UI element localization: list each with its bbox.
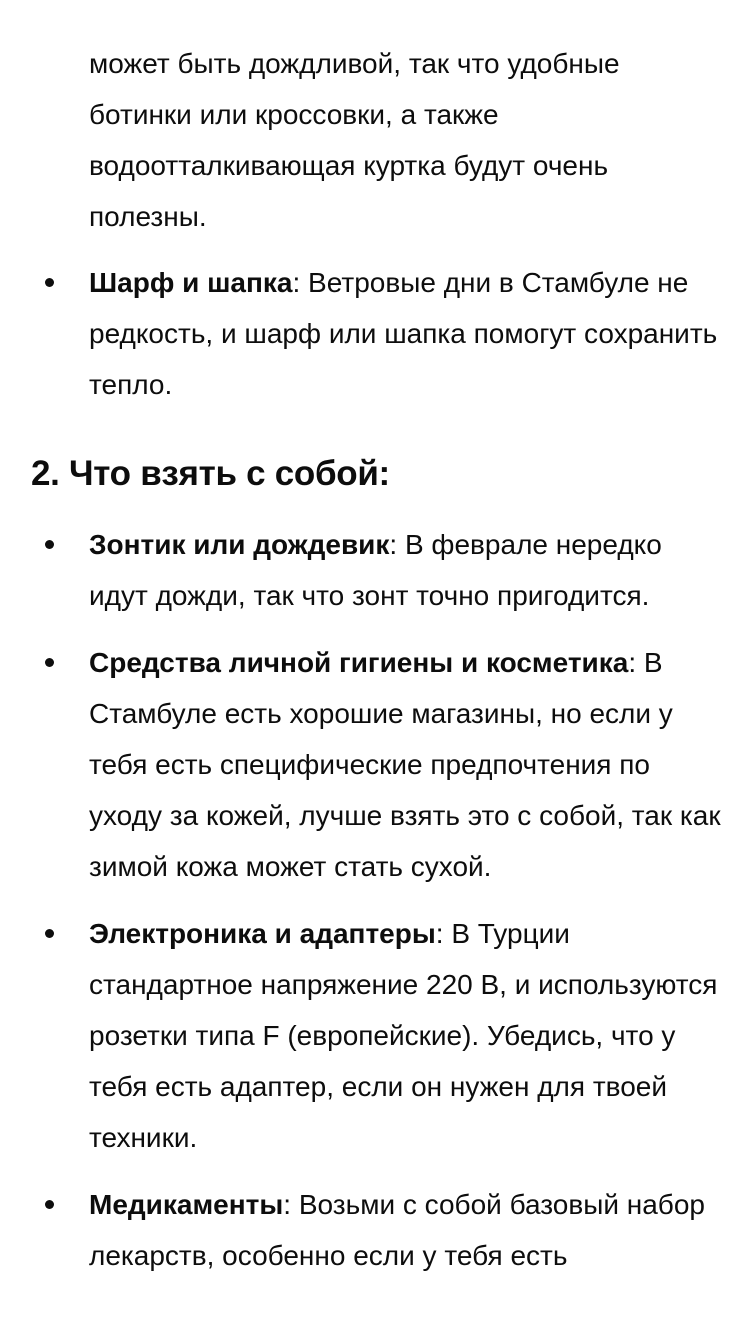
list-item	[0, 637, 740, 892]
item-text: : В феврале нередко идут дожди, так что зонт точно пригодится.	[89, 529, 662, 611]
list-item	[0, 257, 740, 410]
item-text: : Возьми с собой базовый набор лекарств, особенно если у тебя есть	[89, 1189, 705, 1271]
item-text: : Ветровые дни в Стамбуле не редкость, и шарф или шапка помогут сохранить тепло.	[89, 267, 718, 400]
item-text: : В Турции стандартное напряжение 220 В, и используются розетки типа F (европейские). Убедись, что у тебя есть адаптер, если он нужен для твоей техники.	[89, 918, 718, 1153]
list-item-continuation	[89, 38, 719, 242]
list-item	[0, 908, 740, 1163]
item-text: : В Стамбуле есть хорошие магазины, но если у тебя есть специфические предпочтения по уходу за кожей, лучше взять это с собой, так как зимой кожа может стать сухой.	[89, 647, 721, 882]
bullet-icon	[45, 540, 54, 549]
bullet-icon	[45, 929, 54, 938]
list-item	[0, 1179, 740, 1281]
item-title: Электроника и адаптеры	[89, 918, 436, 949]
list-item	[0, 519, 740, 621]
section-heading: 2. Что взять с собой:	[31, 454, 390, 493]
item-title: Медикаменты	[89, 1189, 284, 1220]
bullet-icon	[45, 658, 54, 667]
paragraph-text: может быть дождливой, так что удобные ботинки или кроссовки, а также водоотталкивающая куртка будут очень полезны.	[89, 48, 620, 232]
bullet-icon	[45, 1200, 54, 1209]
bullet-icon	[45, 278, 54, 287]
item-title: Зонтик или дождевик	[89, 529, 390, 560]
item-title: Шарф и шапка	[89, 267, 293, 298]
item-title: Средства личной гигиены и косметика	[89, 647, 629, 678]
packing-list	[0, 519, 740, 1281]
clothing-list	[0, 257, 740, 410]
